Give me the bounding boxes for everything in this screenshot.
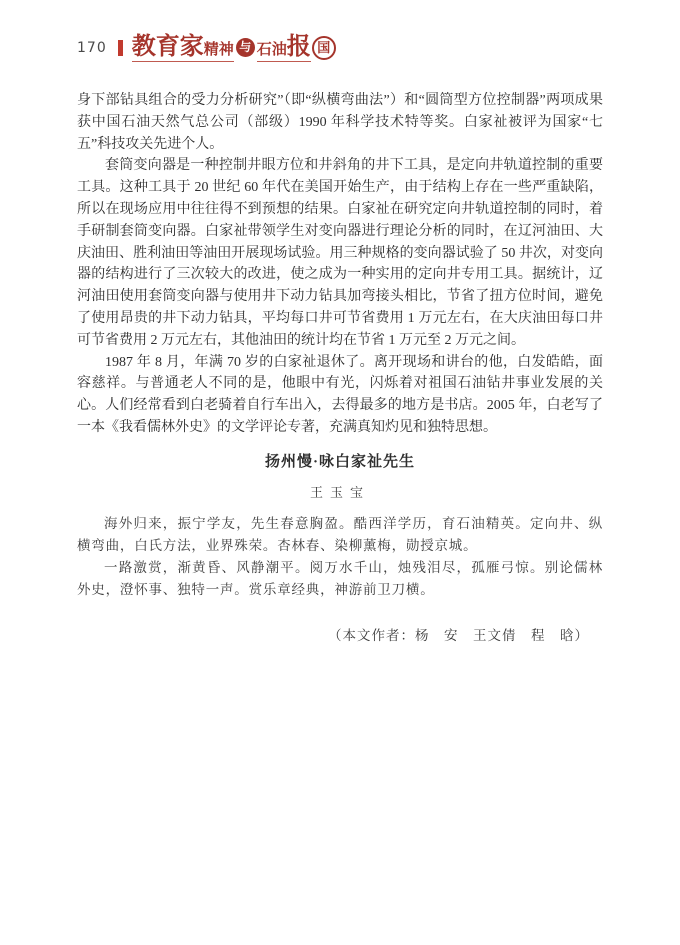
series-logo — [132, 35, 336, 62]
paragraph-deflection-tool: 套筒变向器是一种控制井眼方位和井斜角的井下工具，是定向井轨道控制的重要工具。这种工具于 20 世纪 60 年代在美国开始生产，由于结构上存在一些严重缺陷，所以在现场应用中往往得不到预想的结果。白家祉在研究定向井轨道控制的同时，着手研制套筒变向器。白家祉带领学生对变向器进行理论分析的同时，在辽河油田、大庆油田、胜利油田等油田开展现场试验。用三种规格的变向器试验了 50 井次，对变向器的结构进行了三次较大的改进，使之成为一种实用的定向井专用工具。据统计，辽河油田使用套筒变向器与使用井下动力钻具加弯接头相比，节省了扭方位时间，避免了使用昂贵的井下动力钻具，平均每口井可节省费用 1 万元左右，在大庆油田每口井可节省费用 2 万元左右，其他油田的统计均在节省 1 万元至 2 万元之间。 — [77, 158, 603, 348]
logo-right-group — [257, 35, 311, 62]
logo-text-bao: 报 — [286, 33, 311, 60]
poem-stanza-1: 海外归来，振宁学友，先生春意胸盈。酷西洋学历，育石油精英。定向井、纵横弯曲，白氏方法，业界殊荣。杏林春、染柳薰梅，勋授京城。 — [77, 516, 603, 554]
page-number: 170 — [77, 40, 107, 56]
logo-seal-guo-icon: 国 — [312, 36, 336, 60]
logo-text-petroleum: 石油 — [256, 41, 287, 58]
poem-title: 扬州慢·咏白家祉先生 — [264, 453, 415, 470]
logo-left-group — [132, 35, 234, 62]
logo-text-spirit: 精神 — [203, 41, 234, 58]
page-header — [77, 30, 336, 66]
paragraph-award: 身下部钻具组合的受力分析研究”（即“纵横弯曲法”）和“圆筒型方位控制器”两项成果获中国石油天然气总公司（部级）1990 年科学技术特等奖。白家祉被评为国家“七五”科技攻关先进个人。 — [77, 93, 603, 152]
red-separator-bar — [118, 40, 123, 56]
logo-seal-yu-icon: 与 — [236, 38, 255, 57]
paragraph-retirement: 1987 年 8 月，年满 70 岁的白家祉退休了。离开现场和讲台的他，白发皓皓，面容慈祥。与普通老人不同的是，他眼中有光，闪烁着对祖国石油钻井事业发展的关心。人们经常看到白老骑着自行车出入，去得最多的地方是书店。2005 年，白老写了一本《我看儒林外史》的文学评论专著，充满真知灼见和独特思想。 — [77, 354, 603, 435]
page-content — [77, 90, 603, 646]
author-attribution: （本文作者：杨 安 王文倩 程 晗） — [328, 627, 589, 643]
poem-author: 王玉宝 — [309, 484, 370, 500]
poem-stanza-2: 一路激赏，渐黄昏、风静潮平。阅万水千山，烛残泪尽，孤雁弓惊。别论儒林外史，澄怀事、独特一声。赏乐章经典，神游前卫刀横。 — [77, 559, 603, 597]
logo-text-educator: 教育家 — [131, 33, 204, 60]
